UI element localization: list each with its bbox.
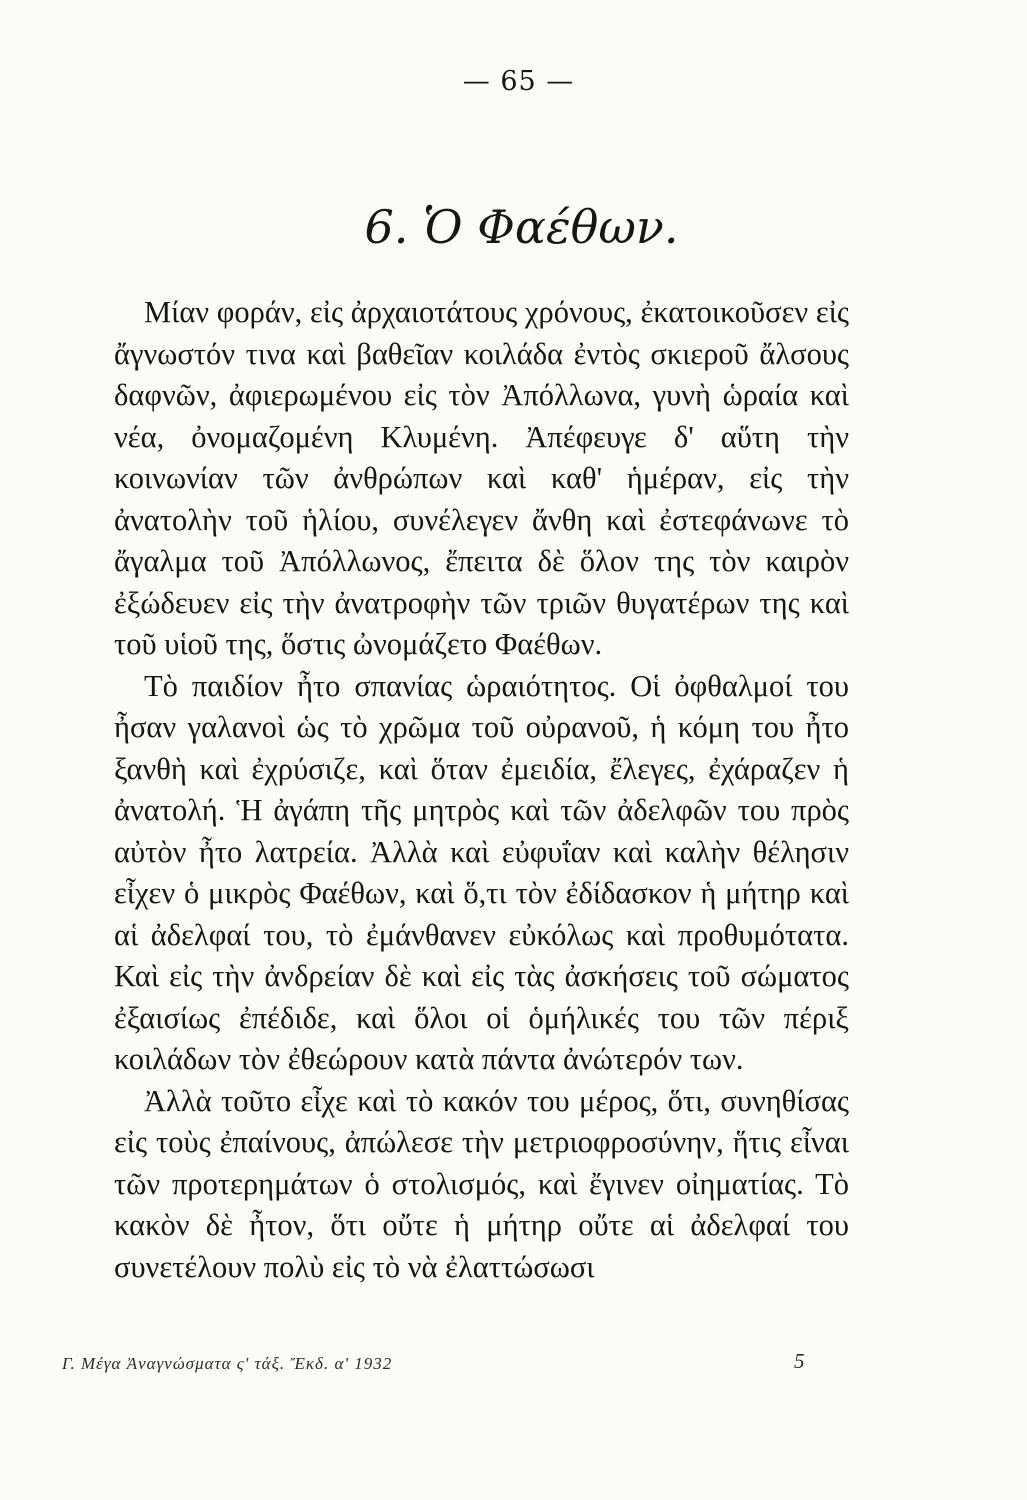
paragraph: Μίαν φοράν, εἰς ἀρχαιοτάτους χρόνους, ἐκατοικοῦσεν εἰς ἄγνωστόν τινα καὶ βαθεῖαν κοιλάδα ἐντὸς σκιεροῦ ἄλσους δαφνῶν, ἀφιερωμένου εἰς τὸν Ἀπόλλωνα, γυνὴ ὡραία καὶ νέα, ὀνομαζομένη Κλυμένη. Ἀπέφευγε δ' αὕτη τὴν κοινωνίαν τῶν ἀνθρώπων καὶ καθ' ἡμέραν, εἰς τὴν ἀνατολὴν τοῦ ἡλίου, συνέλεγεν ἄνθη καὶ ἐστεφάνωνε τὸ ἄγαλμα τοῦ Ἀπόλλωνος, ἔπειτα δὲ ὅλον της τὸν καιρὸν ἐξώδευεν εἰς τὴν ἀνατροφὴν τῶν τριῶν θυγατέρων της καὶ τοῦ υἱοῦ της, ὅστις ὠνομάζετο Φαέθων. (114, 295, 849, 661)
page-number: — 65 — (462, 66, 575, 97)
paragraph: Τὸ παιδίον ἦτο σπανίας ὡραιότητος. Οἱ ὀφθαλμοί του ἦσαν γαλανοὶ ὡς τὸ χρῶμα τοῦ οὐρανοῦ, ἡ κόμη του ἦτο ξανθὴ καὶ ἐχρύσιζε, καὶ ὅταν ἐμειδία, ἔλεγες, ἐχάραζεν ἡ ἀνατολή. Ἡ ἀγάπη τῆς μητρὸς καὶ τῶν ἀδελφῶν του πρὸς αὐτὸν ἦτο λατρεία. Ἀλλὰ καὶ εὐφυΐαν καὶ καλὴν θέλησιν εἶχεν ὁ μικρὸς Φαέθων, καὶ ὅ,τι τὸν ἐδίδασκον ἡ μήτηρ καὶ αἱ ἀδελφαί του, τὸ ἐμάνθανεν εὐκόλως καὶ προθυμότατα. Καὶ εἰς τὴν ἀνδρείαν δὲ καὶ εἰς τὰς ἀσκήσεις τοῦ σώματος ἐξαισίως ἐπέδιδε, καὶ ὅλοι οἱ ὁμήλικές του τῶν πέριξ κοιλάδων τὸν ἐθεώρουν κατὰ πάντα ἀνώτερόν των. (114, 668, 849, 1076)
paragraph: Ἀλλὰ τοῦτο εἶχε καὶ τὸ κακόν του μέρος, ὅτι, συνηθίσας εἰς τοὺς ἐπαίνους, ἀπώλεσε τὴν μετριοφροσύνην, ἥτις εἶναι τῶν προτερημάτων ὁ στολισμός, καὶ ἔγινεν οἰηματίας. Τὸ κακὸν δὲ ἦτον, ὅτι οὔτε ἡ μήτηρ οὔτε αἱ ἀδελφαί του συνετέλουν πολὺ εἰς τὸ νὰ ἐλαττώσωσι (114, 1083, 849, 1284)
chapter-title: 6. Ὁ Φαέθων. (364, 200, 679, 254)
footer-sheet-number: 5 (794, 1349, 805, 1373)
body-text (114, 292, 849, 1288)
footer-signature: Γ. Μέγα Ἀναγνώσματα ς' τάξ. Ἔκδ. α' 1932 (62, 1354, 393, 1373)
